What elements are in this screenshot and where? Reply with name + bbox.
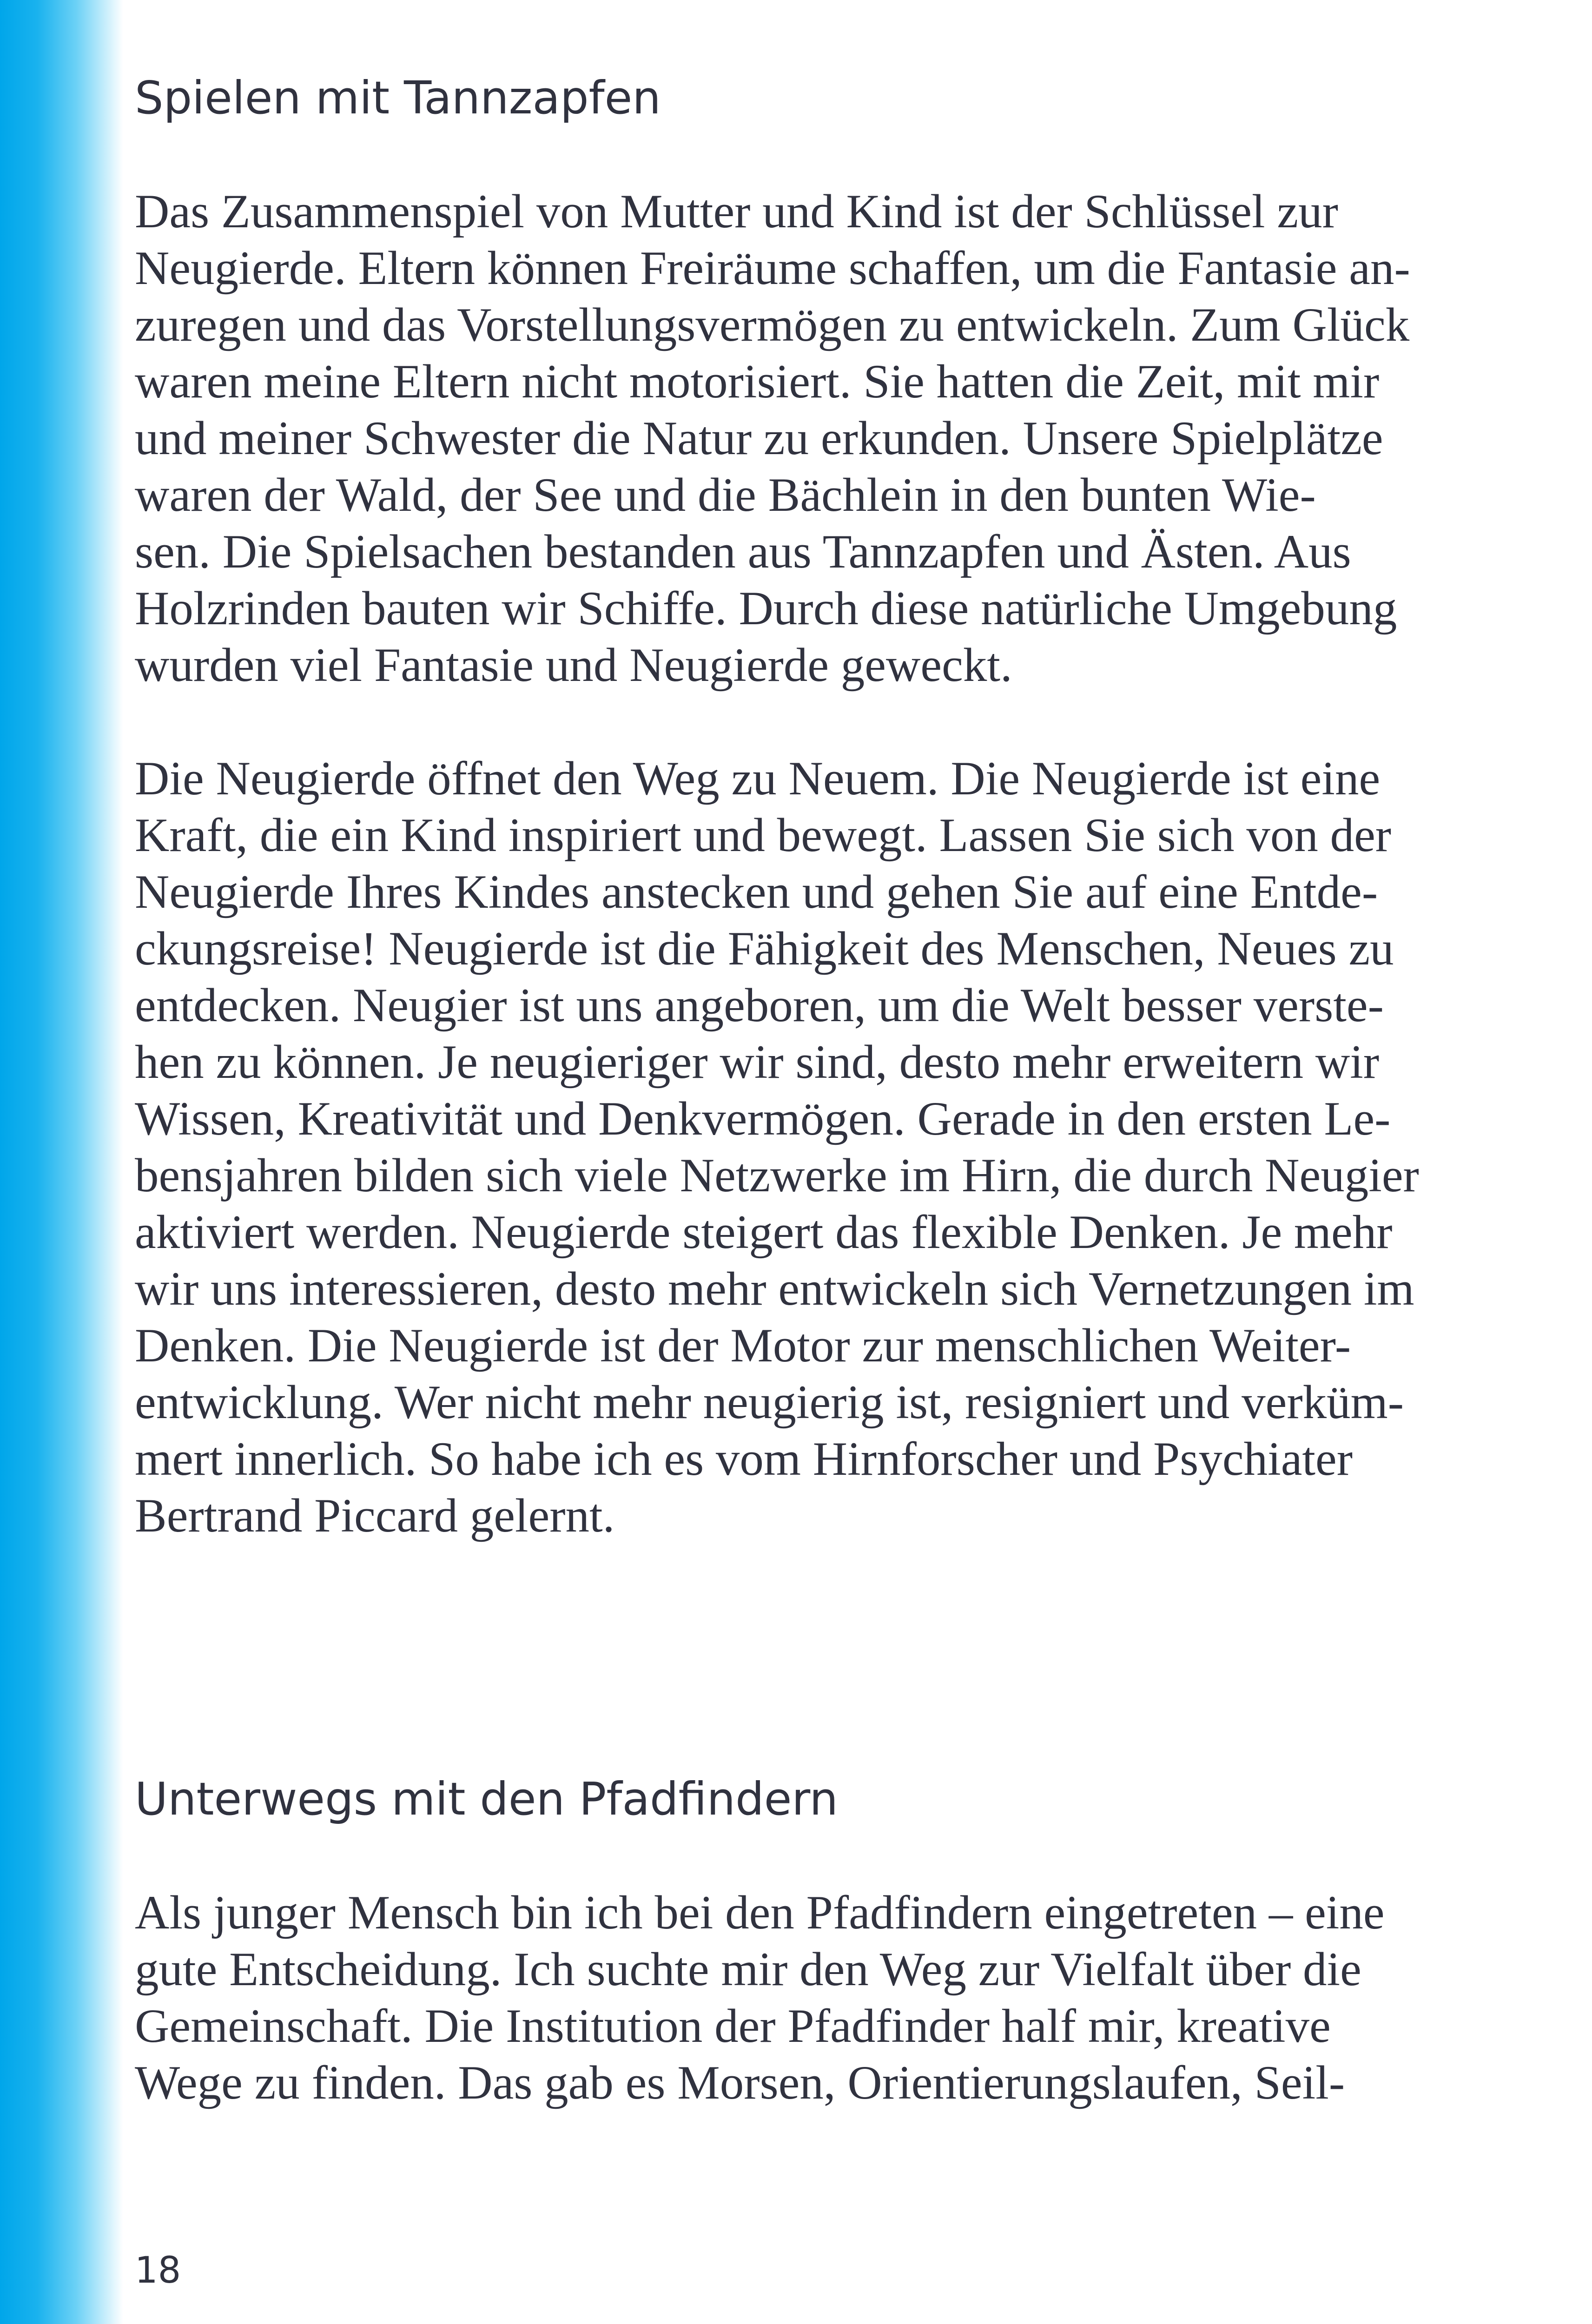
paragraph-pfadfinder-1	[135, 1884, 1478, 2111]
text-line: Wege zu finden. Das gab es Morsen, Orientierungslaufen, Seil-	[135, 2056, 1345, 2109]
text-line: Bertrand Piccard gelernt.	[135, 1489, 615, 1542]
paragraph-spielen-2	[135, 750, 1478, 1544]
text-line: ckungsreise! Neugierde ist die Fähigkeit des Menschen, Neues zu	[135, 922, 1394, 975]
blue-edge-gradient	[0, 0, 123, 2324]
text-line: Holzrinden bauten wir Schiffe. Durch diese natürliche Umgebung	[135, 582, 1397, 635]
text-line: Das Zusammenspiel von Mutter und Kind ist der Schlüssel zur	[135, 185, 1338, 238]
text-line: waren der Wald, der See und die Bächlein in den bunten Wie-	[135, 469, 1316, 522]
section-title-spielen: Spielen mit Tannzapfen	[135, 72, 661, 124]
paragraph-spielen-1	[135, 183, 1478, 693]
text-line: aktiviert werden. Neugierde steigert das flexible Denken. Je mehr	[135, 1206, 1393, 1259]
text-line: sen. Die Spielsachen bestanden aus Tannzapfen und Ästen. Aus	[135, 525, 1351, 578]
text-line: mert innerlich. So habe ich es vom Hirnforscher und Psychiater	[135, 1433, 1353, 1486]
text-line: Wissen, Kreativität und Denkvermögen. Gerade in den ersten Le-	[135, 1092, 1391, 1145]
text-line: Denken. Die Neugierde ist der Motor zur menschlichen Weiter-	[135, 1319, 1351, 1372]
text-line: entdecken. Neugier ist uns angeboren, um die Welt besser verste-	[135, 979, 1384, 1032]
text-line: entwicklung. Wer nicht mehr neugierig ist, resigniert und verküm-	[135, 1376, 1404, 1429]
text-line: Neugierde Ihres Kindes anstecken und gehen Sie auf eine Entde-	[135, 865, 1378, 918]
text-line: und meiner Schwester die Natur zu erkunden. Unsere Spielplätze	[135, 412, 1383, 465]
page-content	[135, 70, 1478, 2111]
text-line: Als junger Mensch bin ich bei den Pfadfindern eingetreten – eine	[135, 1886, 1385, 1939]
text-line: wurden viel Fantasie und Neugierde geweckt.	[135, 639, 1012, 692]
text-line: Die Neugierde öffnet den Weg zu Neuem. Die Neugierde ist eine	[135, 752, 1381, 805]
text-line: hen zu können. Je neugieriger wir sind, desto mehr erweitern wir	[135, 1036, 1380, 1089]
text-line: Gemeinschaft. Die Institution der Pfadfinder half mir, kreative	[135, 2000, 1331, 2053]
text-line: bensjahren bilden sich viele Netzwerke im Hirn, die durch Neugier	[135, 1149, 1419, 1202]
text-line: wir uns interessieren, desto mehr entwickeln sich Vernetzungen im	[135, 1262, 1414, 1315]
text-line: gute Entscheidung. Ich suchte mir den Weg zur Vielfalt über die	[135, 1943, 1361, 1996]
text-line: zuregen und das Vorstellungsvermögen zu entwickeln. Zum Glück	[135, 298, 1410, 351]
section-title-pfadfinder: Unterwegs mit den Pfadfindern	[135, 1773, 839, 1825]
text-line: waren meine Eltern nicht motorisiert. Sie hatten die Zeit, mit mir	[135, 355, 1380, 408]
text-line: Kraft, die ein Kind inspiriert und bewegt. Lassen Sie sich von der	[135, 809, 1392, 862]
text-line: Neugierde. Eltern können Freiräume schaffen, um die Fantasie an-	[135, 242, 1410, 295]
page-number: 18	[135, 2250, 181, 2291]
